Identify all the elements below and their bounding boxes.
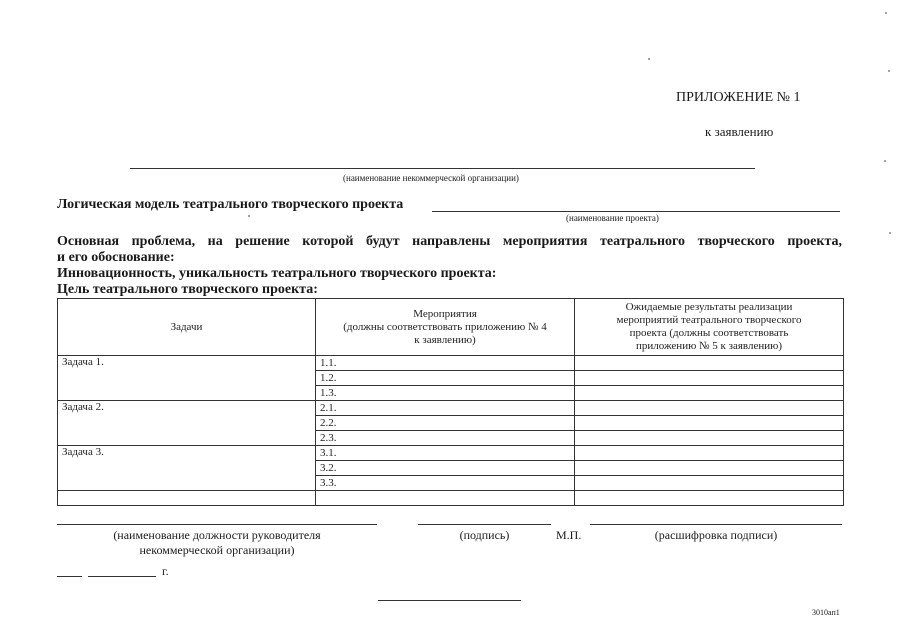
org-name-caption: (наименование некоммерческой организации) bbox=[343, 173, 519, 183]
project-name-line bbox=[432, 211, 840, 212]
activity-cell[interactable]: 3.2. bbox=[316, 461, 575, 476]
header-activities: Мероприятия (должны соответствовать приложению № 4 к заявлению) bbox=[316, 299, 575, 356]
task-cell[interactable]: Задача 2. bbox=[58, 401, 316, 446]
empty-cell[interactable] bbox=[575, 491, 844, 506]
stamp-label: М.П. bbox=[556, 528, 582, 542]
result-cell[interactable] bbox=[575, 386, 844, 401]
scan-speck bbox=[648, 58, 650, 60]
result-cell[interactable] bbox=[575, 371, 844, 386]
model-title: Логическая модель театрального творческого проекта bbox=[57, 197, 404, 212]
scan-speck bbox=[885, 12, 887, 14]
date-month-line bbox=[88, 576, 156, 577]
tasks-table bbox=[57, 298, 844, 506]
result-cell[interactable] bbox=[575, 446, 844, 461]
result-cell[interactable] bbox=[575, 476, 844, 491]
activity-cell[interactable]: 3.1. bbox=[316, 446, 575, 461]
activity-cell[interactable]: 1.1. bbox=[316, 356, 575, 371]
signature-caption: (подпись) bbox=[459, 528, 510, 542]
goal-heading: Цель театрального творческого проекта: bbox=[57, 282, 318, 297]
empty-cell[interactable] bbox=[58, 491, 316, 506]
result-cell[interactable] bbox=[575, 356, 844, 371]
annex-subtitle: к заявлению bbox=[705, 124, 774, 139]
problem-heading-cont: и его обоснование: bbox=[57, 250, 175, 265]
activity-cell[interactable]: 2.1. bbox=[316, 401, 575, 416]
decoding-line bbox=[590, 524, 842, 525]
scan-speck bbox=[889, 232, 891, 234]
signature-line bbox=[418, 524, 551, 525]
annex-title: ПРИЛОЖЕНИЕ № 1 bbox=[676, 90, 801, 105]
date-year-suffix: г. bbox=[162, 564, 169, 578]
activity-cell[interactable]: 2.2. bbox=[316, 416, 575, 431]
activity-cell[interactable]: 3.3. bbox=[316, 476, 575, 491]
position-caption: (наименование должности руководителя некоммерческой организации) bbox=[113, 528, 321, 557]
task-cell[interactable]: Задача 1. bbox=[58, 356, 316, 401]
org-name-line bbox=[130, 168, 755, 169]
activity-cell[interactable]: 1.2. bbox=[316, 371, 575, 386]
project-name-caption: (наименование проекта) bbox=[566, 213, 659, 223]
position-line bbox=[57, 524, 377, 525]
scan-speck bbox=[888, 70, 890, 72]
result-cell[interactable] bbox=[575, 401, 844, 416]
bottom-separator bbox=[378, 600, 521, 601]
header-results: Ожидаемые результаты реализации мероприятий театрального творческого проекта (должны соответствовать приложению № 5 к заявлению) bbox=[575, 299, 844, 356]
empty-cell[interactable] bbox=[316, 491, 575, 506]
scan-speck bbox=[248, 215, 250, 217]
task-cell[interactable]: Задача 3. bbox=[58, 446, 316, 491]
activity-cell[interactable]: 1.3. bbox=[316, 386, 575, 401]
innovation-heading: Инновационность, уникальность театрального творческого проекта: bbox=[57, 266, 497, 281]
result-cell[interactable] bbox=[575, 416, 844, 431]
problem-heading: Основная проблема, на решение которой будут направлены мероприятия театрального творческого проекта, bbox=[57, 234, 842, 249]
decoding-caption: (расшифровка подписи) bbox=[654, 528, 778, 542]
date-day-line bbox=[57, 576, 82, 577]
activity-cell[interactable]: 2.3. bbox=[316, 431, 575, 446]
result-cell[interactable] bbox=[575, 461, 844, 476]
header-tasks: Задачи bbox=[58, 299, 316, 356]
form-code: 3010ап1 bbox=[812, 608, 840, 617]
scan-speck bbox=[884, 160, 886, 162]
result-cell[interactable] bbox=[575, 431, 844, 446]
